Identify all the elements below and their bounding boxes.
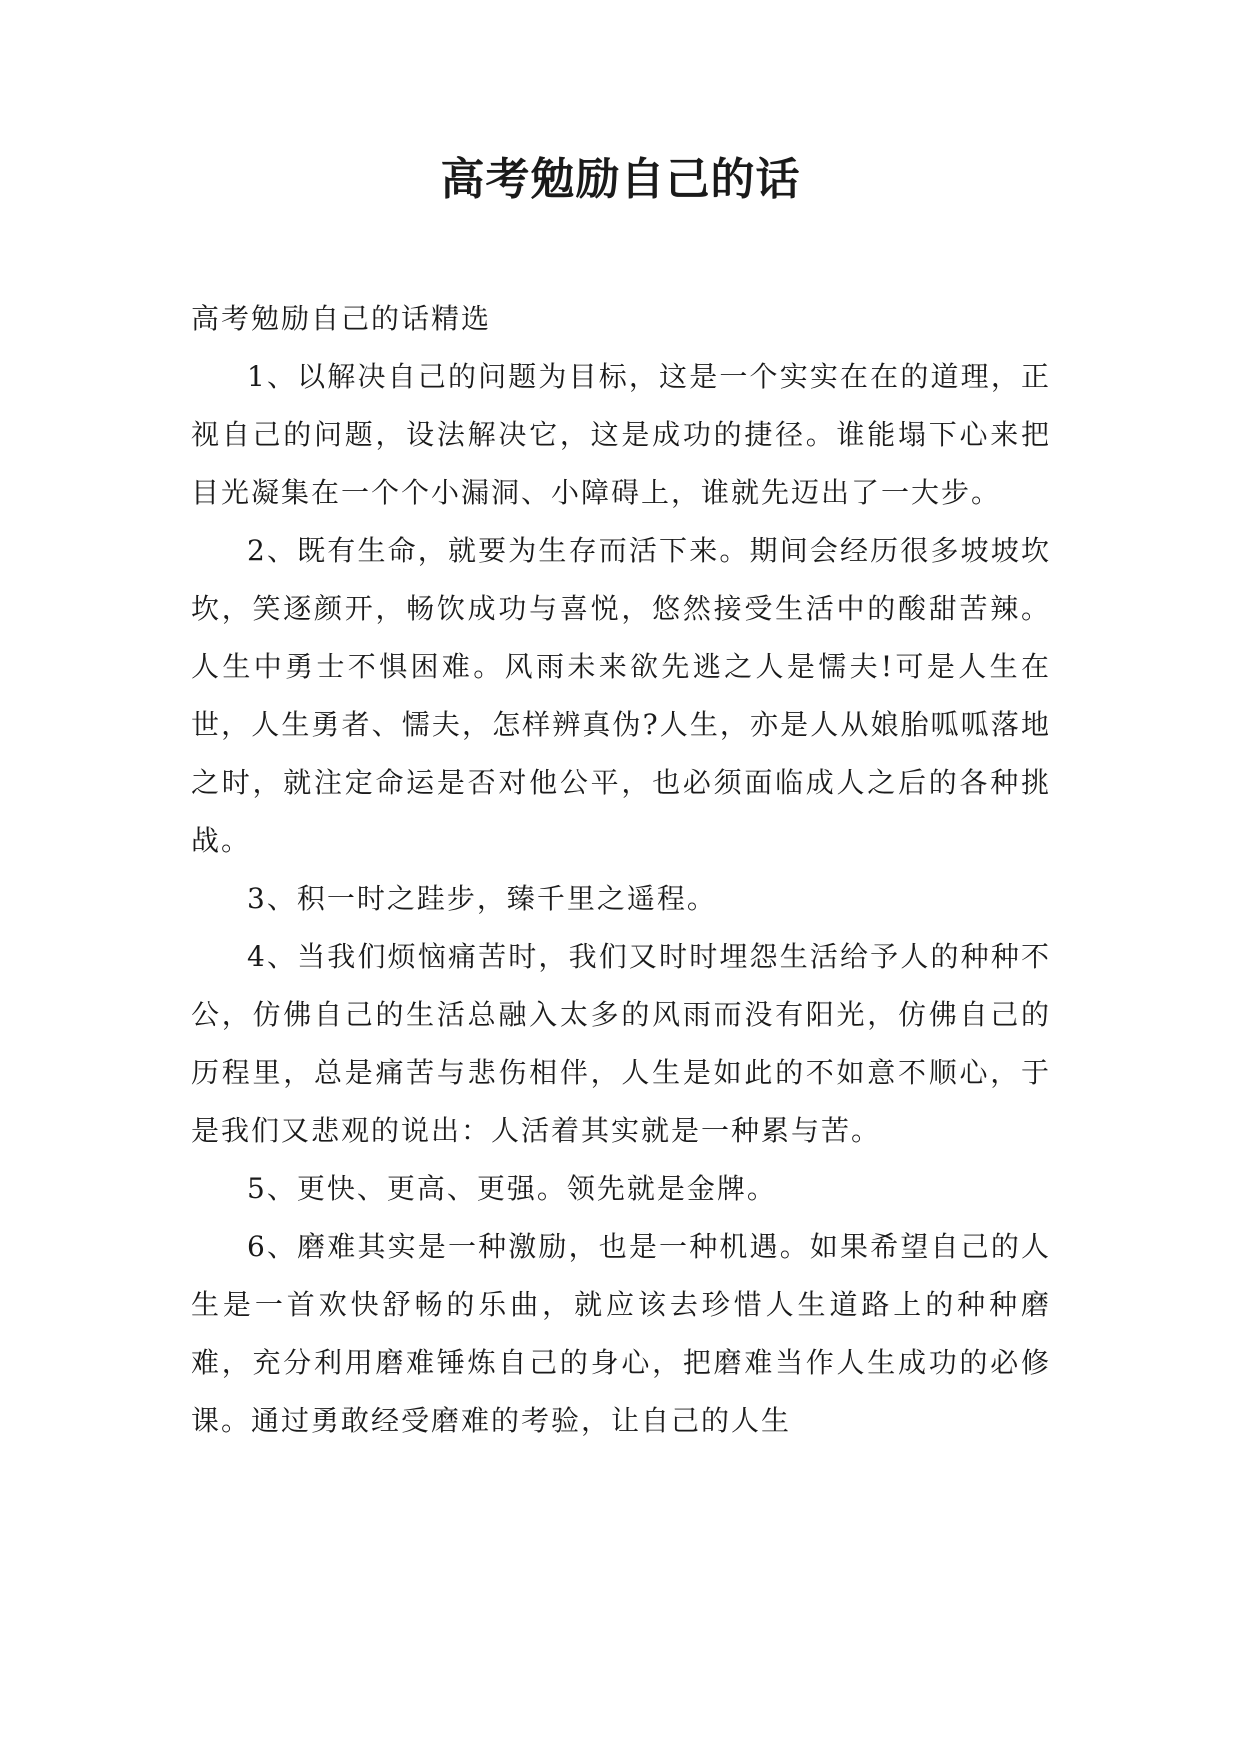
paragraph-2: 2、既有生命，就要为生存而活下来。期间会经历很多坡坡坎坎，笑逐颜开，畅饮成功与喜悦，悠然接受生活中的酸甜苦辣。人生中勇士不惧困难。风雨未来欲先逃之人是懦夫!可是人生在世，人生勇者、懦夫，怎样辨真伪?人生，亦是人从娘胎呱呱落地之时，就注定命运是否对他公平，也必须面临成人之后的各种挑战。 (191, 534, 1051, 857)
paragraph-6: 6、磨难其实是一种激励，也是一种机遇。如果希望自己的人生是一首欢快舒畅的乐曲，就应该去珍惜人生道路上的种种磨难，充分利用磨难锤炼自己的身心，把磨难当作人生成功的必修课。通过勇敢经受磨难的考验，让自己的人生 (191, 1230, 1051, 1437)
paragraph-5: 5、更快、更高、更强。领先就是金牌。 (247, 1172, 777, 1205)
paragraph-4: 4、当我们烦恼痛苦时，我们又时时埋怨生活给予人的种种不公，仿佛自己的生活总融入太多的风雨而没有阳光，仿佛自己的历程里，总是痛苦与悲伤相伴，人生是如此的不如意不顺心，于是我们又悲观的说出：人活着其实就是一种累与苦。 (191, 940, 1051, 1147)
paragraph-3: 3、积一时之跬步，臻千里之遥程。 (247, 882, 717, 915)
document-body (191, 290, 1051, 1450)
document-title: 高考勉励自己的话 (440, 154, 801, 205)
paragraph-1: 1、以解决自己的问题为目标，这是一个实实在在的道理，正视自己的问题，设法解决它，这是成功的捷径。谁能塌下心来把目光凝集在一个个小漏洞、小障碍上，谁就先迈出了一大步。 (191, 360, 1051, 509)
document-subtitle: 高考勉励自己的话精选 (191, 302, 492, 335)
